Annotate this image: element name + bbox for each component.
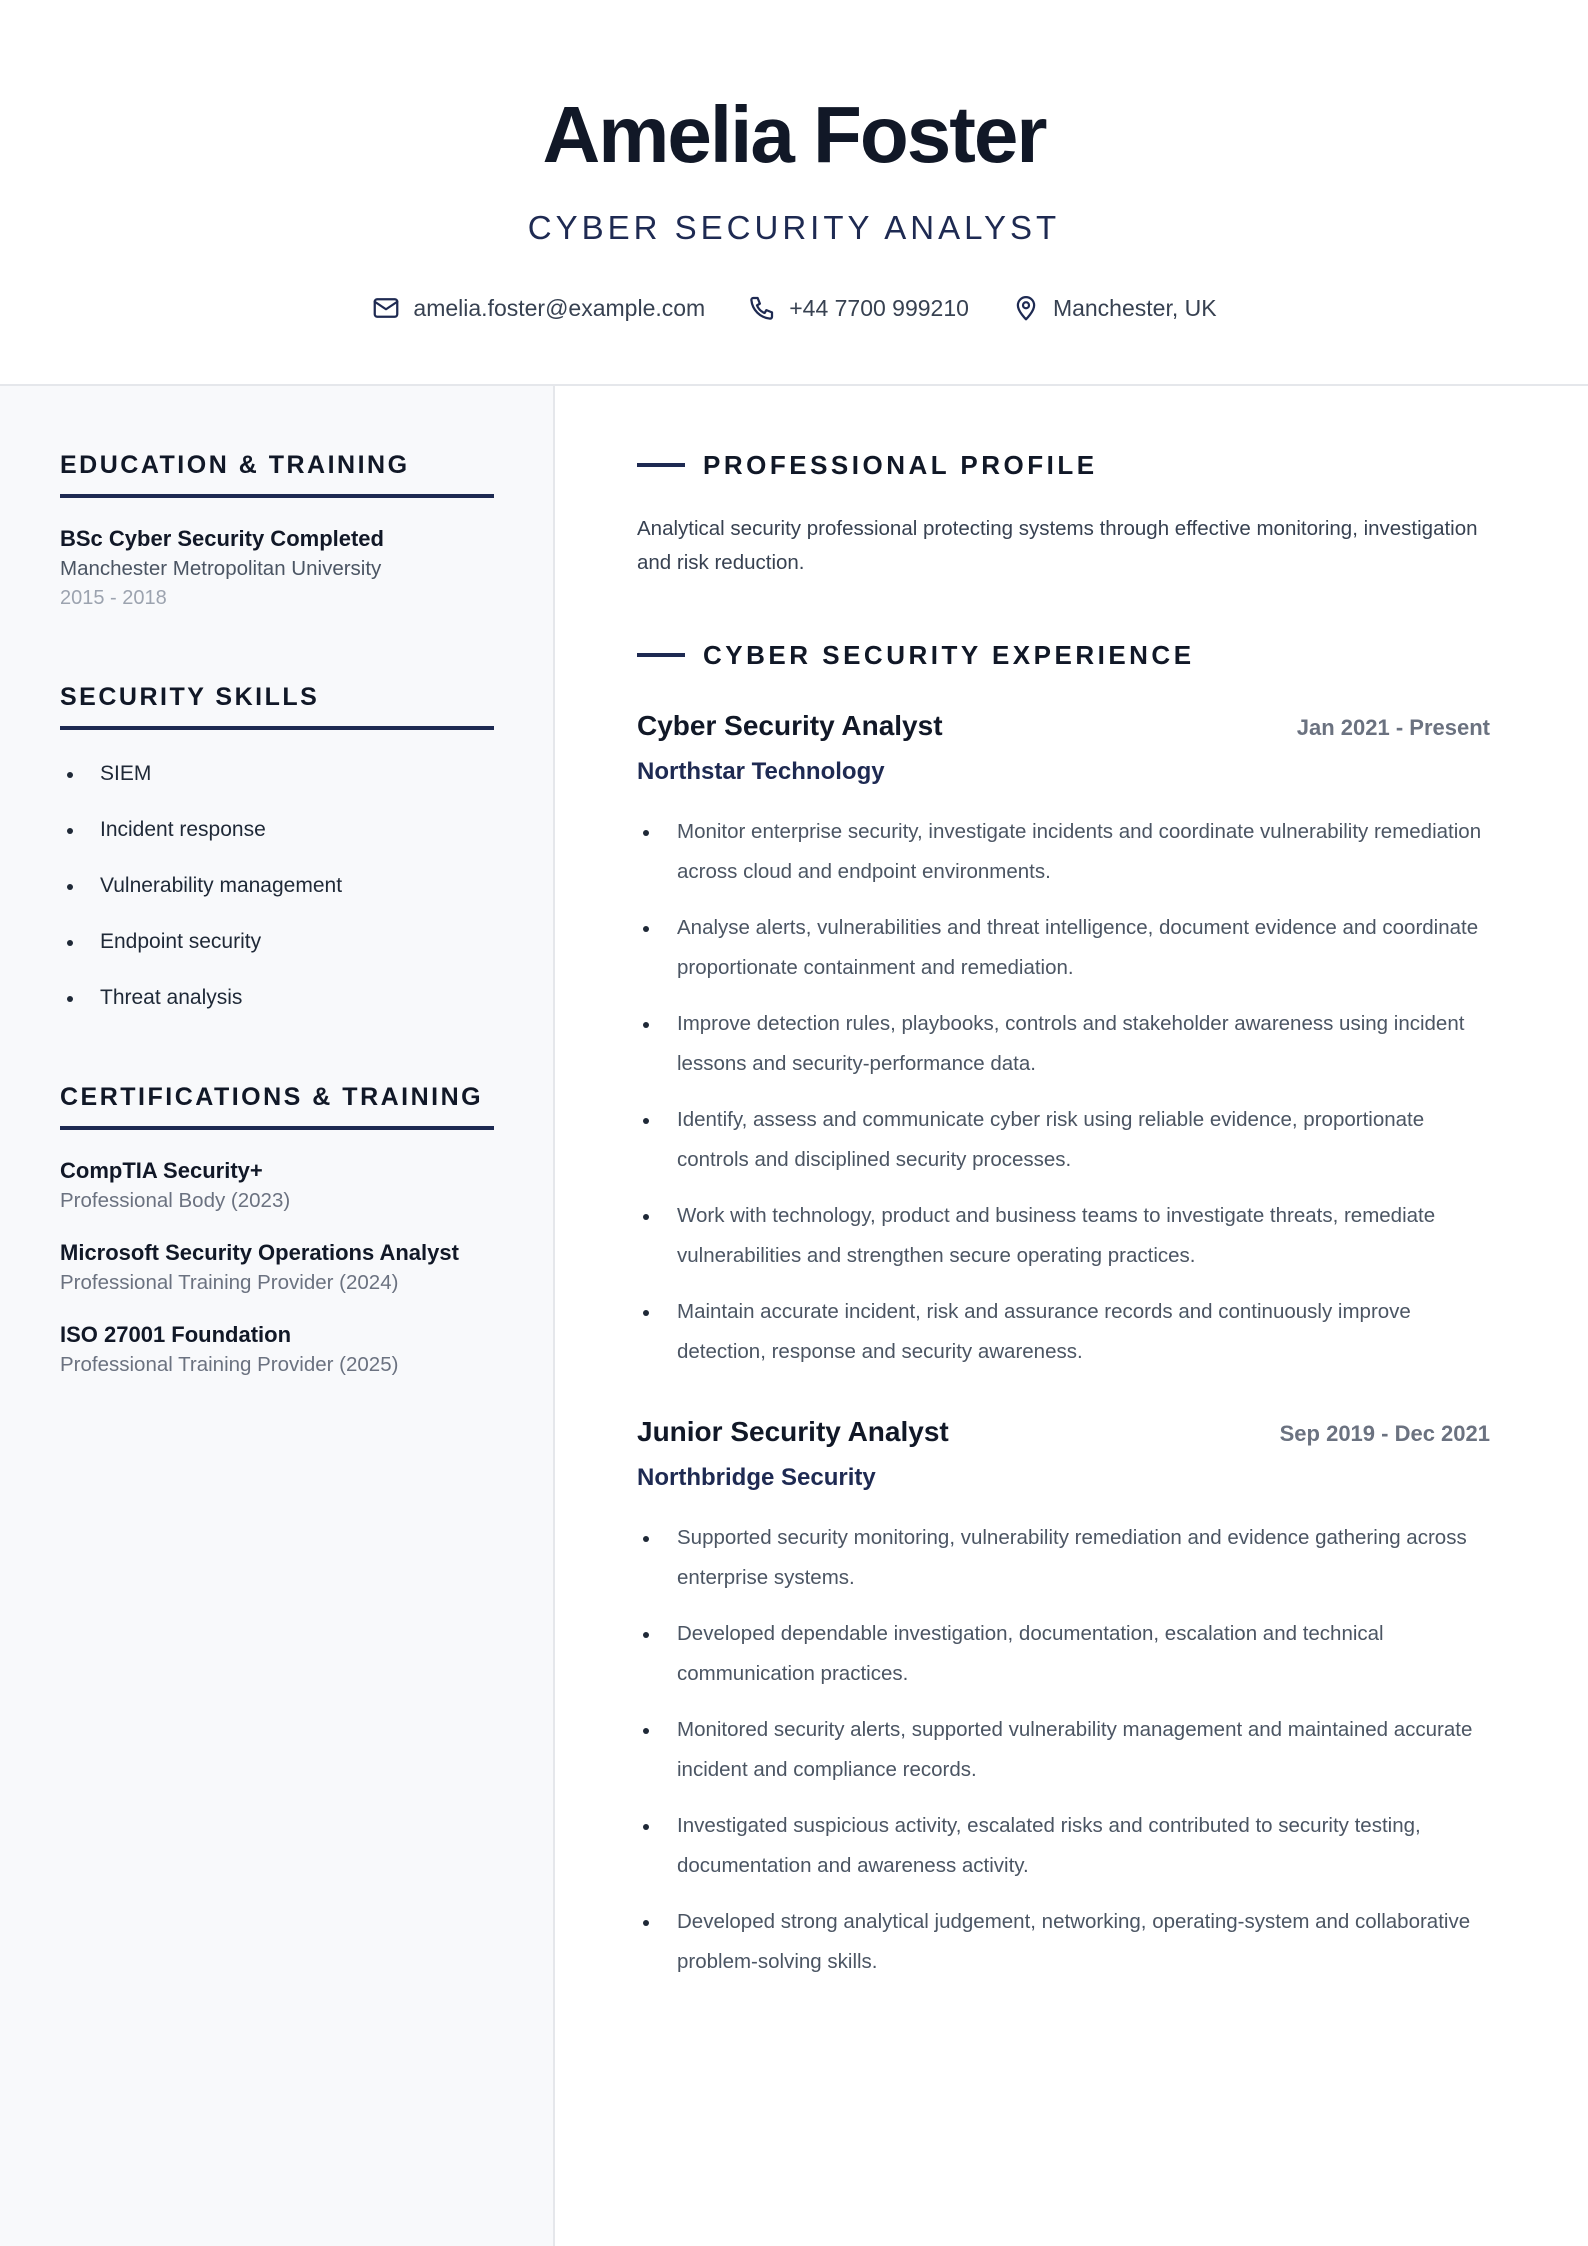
- certification-item: [60, 1238, 494, 1298]
- job-bullet: Analyse alerts, vulnerabilities and threat intelligence, document evidence and coordinate proportionate containment and remediation.: [637, 908, 1490, 988]
- certification-provider: Professional Training Provider (2024): [60, 1271, 399, 1294]
- main-content: [557, 386, 1588, 2246]
- email-text: amelia.foster@example.com: [413, 295, 706, 321]
- job-role: Cyber Security Analyst: [637, 710, 943, 741]
- experience-heading-section: [637, 638, 1490, 672]
- profile-section: [637, 448, 1490, 580]
- certifications-section: [60, 1080, 494, 1380]
- certification-title: CompTIA Security+: [60, 1158, 263, 1183]
- profile-heading-text: PROFESSIONAL PROFILE: [703, 450, 1098, 480]
- job-dates: Sep 2019 - Dec 2021: [1279, 1421, 1490, 1446]
- phone-text: +44 7700 999210: [789, 295, 969, 321]
- education-institution: Manchester Metropolitan University: [60, 557, 382, 580]
- job-company: Northbridge Security: [637, 1464, 876, 1491]
- job-bullet: Improve detection rules, playbooks, controls and stakeholder awareness using incident lessons and security-performance data.: [637, 1004, 1490, 1084]
- skill-item: Threat analysis: [60, 970, 494, 1026]
- job-bullets: [637, 812, 1490, 1372]
- job-bullets: [637, 1518, 1490, 1982]
- profile-summary: Analytical security professional protecting systems through effective monitoring, investigation and risk reduction.: [637, 517, 1478, 574]
- job-bullet: Monitored security alerts, supported vulnerability management and maintained accurate incident and compliance records.: [637, 1710, 1490, 1790]
- job-bullet: Supported security monitoring, vulnerability remediation and evidence gathering across enterprise systems.: [637, 1518, 1490, 1598]
- skills-list: [60, 746, 494, 1026]
- profile-heading: [637, 448, 1490, 482]
- candidate-name: Amelia Foster: [542, 90, 1046, 179]
- job-entry: [637, 1414, 1490, 1998]
- job-entry: [637, 708, 1490, 1388]
- contact-email[interactable]: [371, 290, 705, 326]
- education-heading: EDUCATION & TRAINING: [60, 448, 494, 498]
- certification-title: ISO 27001 Foundation: [60, 1322, 292, 1347]
- skills-heading: SECURITY SKILLS: [60, 680, 494, 730]
- heading-accent-bar: [637, 463, 685, 467]
- certification-title: Microsoft Security Operations Analyst: [60, 1240, 459, 1265]
- contact-location: [1011, 290, 1217, 326]
- job-bullet: Monitor enterprise security, investigate incidents and coordinate vulnerability remediation across cloud and endpoint environments.: [637, 812, 1490, 892]
- skill-item: Incident response: [60, 802, 494, 858]
- job-bullet: Investigated suspicious activity, escalated risks and contributed to security testing, documentation and awareness activity.: [637, 1806, 1490, 1886]
- phone-icon: [747, 293, 777, 323]
- job-title-heading: CYBER SECURITY ANALYST: [527, 209, 1061, 246]
- job-company: Northstar Technology: [637, 758, 885, 785]
- education-dates: 2015 - 2018: [60, 587, 167, 609]
- job-bullet: Developed strong analytical judgement, networking, operating-system and collaborative problem-solving skills.: [637, 1902, 1490, 1982]
- certifications-heading: CERTIFICATIONS & TRAINING: [60, 1080, 494, 1130]
- skills-section: [60, 680, 494, 1026]
- experience-heading: [637, 638, 1490, 672]
- job-bullet: Developed dependable investigation, documentation, escalation and technical communication practices.: [637, 1614, 1490, 1694]
- skill-item: Endpoint security: [60, 914, 494, 970]
- job-role: Junior Security Analyst: [637, 1416, 949, 1447]
- heading-accent-bar: [637, 653, 685, 657]
- skill-item: Vulnerability management: [60, 858, 494, 914]
- job-header: [637, 1414, 1490, 1452]
- certification-provider: Professional Training Provider (2025): [60, 1353, 399, 1376]
- mail-icon: [371, 293, 401, 323]
- contact-row: [0, 290, 1588, 326]
- job-bullet: Work with technology, product and business teams to investigate threats, remediate vulnerabilities and strengthen secure operating practices.: [637, 1196, 1490, 1276]
- location-text: Manchester, UK: [1052, 295, 1217, 321]
- certification-item: [60, 1156, 494, 1216]
- job-dates: Jan 2021 - Present: [1296, 715, 1490, 740]
- experience-heading-text: CYBER SECURITY EXPERIENCE: [703, 640, 1195, 670]
- skill-item: SIEM: [60, 746, 494, 802]
- job-header: [637, 708, 1490, 746]
- job-bullet: Identify, assess and communicate cyber risk using reliable evidence, proportionate controls and disciplined security processes.: [637, 1100, 1490, 1180]
- contact-phone[interactable]: [747, 290, 969, 326]
- resume-header: [0, 0, 1588, 386]
- sidebar: [0, 386, 555, 2246]
- certification-item: [60, 1320, 494, 1380]
- location-pin-icon: [1011, 293, 1041, 323]
- job-bullet: Maintain accurate incident, risk and assurance records and continuously improve detection, response and security awareness.: [637, 1292, 1490, 1372]
- education-section: [60, 448, 494, 612]
- certification-provider: Professional Body (2023): [60, 1189, 291, 1212]
- education-degree: BSc Cyber Security Completed: [60, 526, 384, 551]
